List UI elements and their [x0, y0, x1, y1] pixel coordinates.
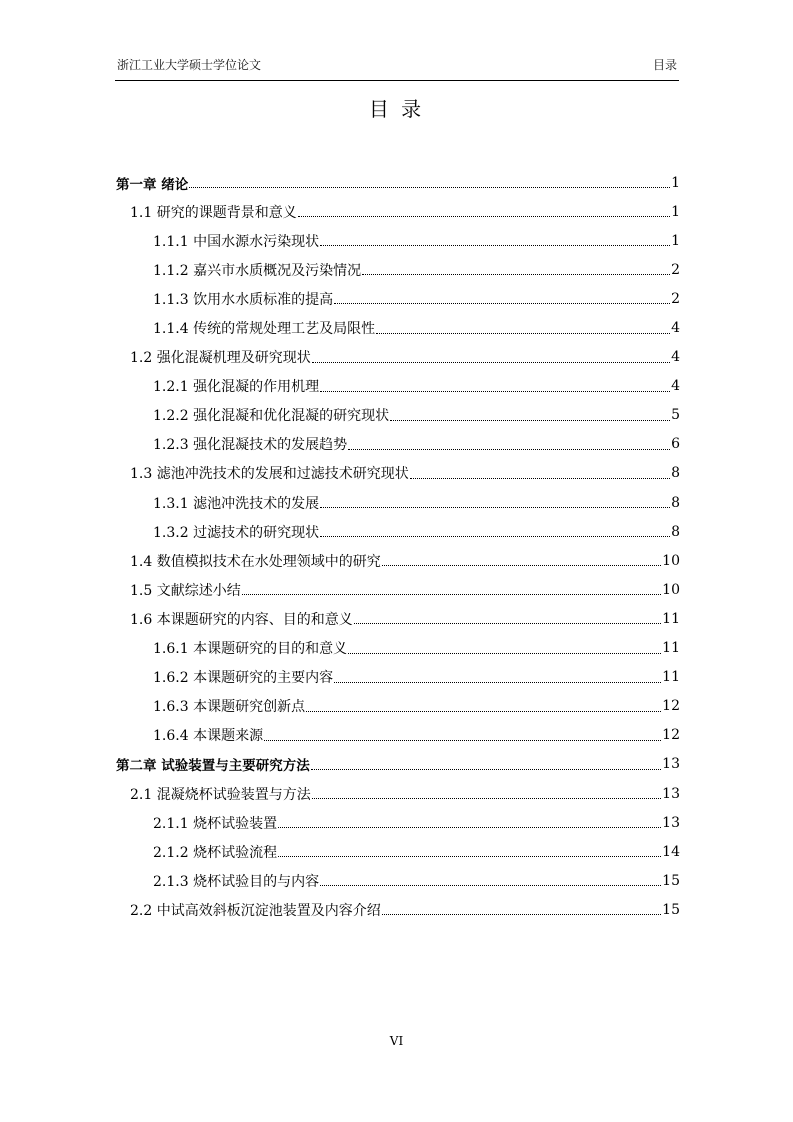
dot-leader [376, 333, 670, 334]
toc-entry[interactable] [116, 634, 680, 663]
dot-leader [320, 507, 670, 508]
dot-leader [354, 623, 661, 624]
toc-entry[interactable] [116, 575, 680, 604]
toc-entry-page: 15 [662, 872, 680, 889]
toc-entry-page: 1 [671, 203, 680, 220]
toc-entry-title: 1.6.1 本课题研究的目的和意义 [153, 641, 348, 658]
toc-entry-page: 2 [671, 261, 680, 278]
toc-entry-page: 10 [662, 581, 680, 598]
toc-entry[interactable] [116, 430, 680, 459]
toc-entry[interactable] [116, 895, 680, 924]
toc-entry[interactable] [116, 226, 680, 255]
header-rule [115, 80, 679, 81]
toc-entry-page: 4 [671, 320, 680, 337]
toc-entry[interactable] [116, 779, 680, 808]
toc-entry-page: 5 [671, 407, 680, 424]
toc-entry-title: 1.1 研究的课题背景和意义 [130, 204, 297, 221]
toc-entry-page: 1 [671, 232, 680, 249]
dot-leader [306, 711, 661, 712]
dot-leader [189, 187, 670, 188]
toc-entry-page: 1 [671, 174, 680, 191]
dot-leader [298, 216, 670, 217]
toc-entry-page: 8 [671, 523, 680, 540]
toc-entry[interactable] [116, 284, 680, 313]
dot-leader [278, 827, 661, 828]
toc-entry-page: 13 [662, 814, 680, 831]
toc-entry-page: 13 [662, 756, 680, 773]
dot-leader [320, 391, 670, 392]
toc-entry-page: 11 [662, 610, 680, 627]
toc-entry-page: 4 [671, 378, 680, 395]
toc-entry-title: 第一章 绪论 [116, 176, 189, 193]
dot-leader [390, 420, 670, 421]
toc-entry[interactable] [116, 168, 680, 197]
toc-entry-title: 1.1.2 嘉兴市水质概况及污染情况 [153, 262, 362, 279]
header-section-name: 目录 [652, 58, 677, 72]
dot-leader [278, 856, 661, 857]
toc-entry-title: 1.1.4 传统的常规处理工艺及局限性 [153, 321, 376, 338]
toc-entry-page: 11 [662, 669, 680, 686]
toc-entry-page: 12 [662, 727, 680, 744]
dot-leader [320, 536, 670, 537]
toc-entry-title: 1.2.2 强化混凝和优化混凝的研究现状 [153, 408, 390, 425]
dot-leader [410, 478, 670, 479]
dot-leader [312, 798, 661, 799]
toc-entry[interactable] [116, 313, 680, 342]
dot-leader [334, 303, 670, 304]
toc-entry[interactable] [116, 488, 680, 517]
toc-entry-title: 第二章 试验装置与主要研究方法 [116, 758, 310, 775]
toc-entry-title: 1.6 本课题研究的内容、目的和意义 [130, 611, 353, 628]
dot-leader [320, 885, 661, 886]
dot-leader [264, 740, 661, 741]
dot-leader [311, 769, 661, 770]
page-title: 目 录 [368, 97, 425, 121]
toc-entry[interactable] [116, 866, 680, 895]
dot-leader [242, 594, 661, 595]
header-thesis-title: 浙江工业大学硕士学位论文 [117, 58, 262, 72]
toc-entry[interactable] [116, 546, 680, 575]
page-number: VI [389, 1034, 404, 1048]
toc-entry[interactable] [116, 604, 680, 633]
toc-entry-title: 1.2 强化混凝机理及研究现状 [130, 350, 311, 367]
dot-leader [320, 245, 670, 246]
toc-entry-page: 4 [671, 349, 680, 366]
toc-entry-title: 1.1.1 中国水源水污染现状 [153, 233, 320, 250]
toc-entry[interactable] [116, 517, 680, 546]
toc-entry[interactable] [116, 692, 680, 721]
toc-entry-page: 13 [662, 785, 680, 802]
toc-entry-title: 1.2.1 强化混凝的作用机理 [153, 379, 320, 396]
toc-entry-title: 1.3.2 过滤技术的研究现状 [153, 524, 320, 541]
toc-entry-title: 2.1.2 烧杯试验流程 [153, 844, 278, 861]
dot-leader [348, 653, 661, 654]
toc-entry-title: 1.1.3 饮用水水质标准的提高 [153, 291, 334, 308]
toc-entry[interactable] [116, 663, 680, 692]
toc-entry-page: 12 [662, 698, 680, 715]
dot-leader [334, 682, 661, 683]
toc-entry-page: 6 [671, 436, 680, 453]
toc-entry-title: 1.6.2 本课题研究的主要内容 [153, 670, 334, 687]
toc-entry-title: 1.6.4 本课题来源 [153, 728, 264, 745]
toc-entry[interactable] [116, 750, 680, 779]
toc-entry-title: 1.3 滤池冲洗技术的发展和过滤技术研究现状 [130, 466, 409, 483]
running-header [117, 55, 677, 75]
toc-entry-title: 1.5 文献综述小结 [130, 582, 241, 599]
toc-entry-title: 1.6.3 本课题研究创新点 [153, 699, 306, 716]
table-of-contents [116, 168, 680, 924]
dot-leader [382, 914, 661, 915]
toc-entry[interactable] [116, 255, 680, 284]
toc-entry[interactable] [116, 721, 680, 750]
toc-entry-page: 11 [662, 640, 680, 657]
toc-entry[interactable] [116, 459, 680, 488]
dot-leader [362, 274, 670, 275]
toc-entry[interactable] [116, 401, 680, 430]
toc-entry-page: 2 [671, 290, 680, 307]
dot-leader [312, 362, 670, 363]
toc-entry-page: 14 [662, 843, 680, 860]
toc-entry-title: 1.4 数值模拟技术在水处理领域中的研究 [130, 553, 381, 570]
toc-entry-title: 1.2.3 强化混凝技术的发展趋势 [153, 437, 348, 454]
toc-entry-title: 2.1 混凝烧杯试验装置与方法 [130, 786, 311, 803]
toc-entry[interactable] [116, 808, 680, 837]
dot-leader [348, 449, 670, 450]
toc-entry-title: 2.1.1 烧杯试验装置 [153, 815, 278, 832]
toc-entry-page: 15 [662, 901, 680, 918]
toc-entry-title: 1.3.1 滤池冲洗技术的发展 [153, 495, 320, 512]
toc-entry[interactable] [116, 837, 680, 866]
toc-entry[interactable] [116, 372, 680, 401]
toc-entry[interactable] [116, 197, 680, 226]
toc-entry-page: 10 [662, 552, 680, 569]
toc-entry-page: 8 [671, 465, 680, 482]
toc-entry-page: 8 [671, 494, 680, 511]
dot-leader [382, 565, 661, 566]
toc-entry-title: 2.1.3 烧杯试验目的与内容 [153, 873, 320, 890]
toc-entry-title: 2.2 中试高效斜板沉淀池装置及内容介绍 [130, 902, 381, 919]
toc-entry[interactable] [116, 343, 680, 372]
